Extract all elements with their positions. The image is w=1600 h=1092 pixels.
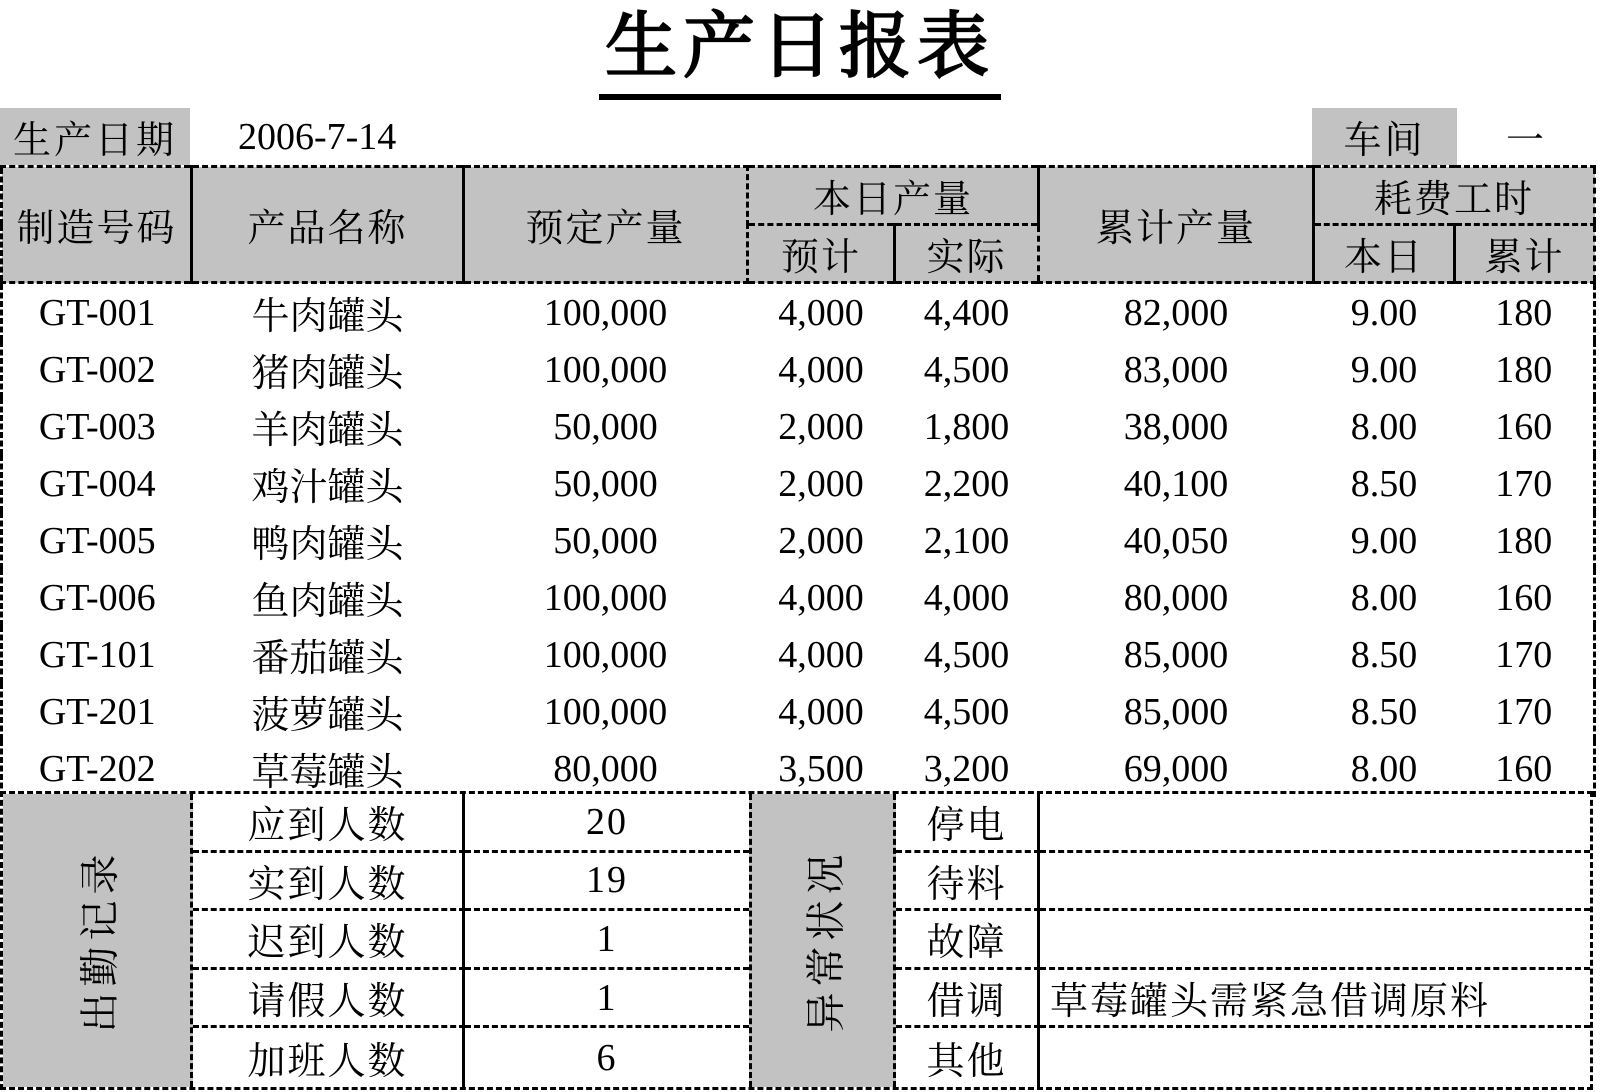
col-header-product: 产品名称 xyxy=(192,167,464,283)
summary-section xyxy=(0,791,1593,1090)
cell-hours-today: 8.00 xyxy=(1350,405,1418,448)
cell-product: 鱼肉罐头 xyxy=(251,581,404,623)
cell-actual: 2,200 xyxy=(923,462,1010,505)
cell-planned: 50,000 xyxy=(553,519,658,562)
cell-cumulative: 80,000 xyxy=(1123,576,1229,619)
cell-actual: 4,500 xyxy=(923,633,1010,676)
abnormal-row-label: 停电 xyxy=(896,794,1040,853)
col-header-today-output: 本日产量 xyxy=(748,167,1039,225)
table-row xyxy=(2,512,1595,569)
cell-hours-total: 160 xyxy=(1495,405,1553,448)
attendance-section-bar xyxy=(3,794,193,1087)
cell-actual: 4,500 xyxy=(923,690,1010,733)
abnormal-row-label: 待料 xyxy=(896,853,1040,912)
cell-expected: 2,000 xyxy=(778,405,864,448)
cell-expected: 2,000 xyxy=(778,519,864,562)
col-header-actual: 实际 xyxy=(895,225,1039,283)
attendance-row-label: 请假人数 xyxy=(193,970,465,1029)
table-header xyxy=(2,167,1595,283)
cell-expected: 4,000 xyxy=(778,291,864,334)
cell-planned: 100,000 xyxy=(543,690,668,733)
cell-cumulative: 85,000 xyxy=(1123,633,1229,676)
cell-code: GT-005 xyxy=(38,519,156,562)
abnormal-remark xyxy=(1040,1028,1590,1087)
cell-hours-today: 9.00 xyxy=(1350,348,1418,391)
production-date-value: 2006-7-14 xyxy=(238,115,397,158)
table-row xyxy=(2,740,1595,797)
cell-product: 鸡汁罐头 xyxy=(251,467,404,509)
attendance-row-label: 实到人数 xyxy=(193,853,465,912)
cell-product: 番茄罐头 xyxy=(251,638,404,680)
table-row xyxy=(2,569,1595,626)
cell-expected: 4,000 xyxy=(778,690,864,733)
cell-hours-total: 180 xyxy=(1495,291,1553,334)
cell-hours-total: 170 xyxy=(1495,462,1553,505)
cell-code: GT-006 xyxy=(38,576,156,619)
col-header-code: 制造号码 xyxy=(2,167,192,283)
cell-planned: 100,000 xyxy=(543,291,668,334)
production-date-label: 生产日期 xyxy=(0,108,190,165)
abnormal-remark xyxy=(1040,911,1590,970)
cell-cumulative: 83,000 xyxy=(1123,348,1229,391)
cell-actual: 2,100 xyxy=(923,519,1010,562)
cell-actual: 3,200 xyxy=(923,747,1010,790)
meta-row xyxy=(0,108,1600,165)
cell-product: 草莓罐头 xyxy=(251,752,404,794)
table-row xyxy=(2,398,1595,455)
cell-code: GT-201 xyxy=(38,690,156,733)
cell-expected: 3,500 xyxy=(778,747,864,790)
cell-planned: 100,000 xyxy=(543,576,668,619)
cell-cumulative: 40,100 xyxy=(1123,462,1229,505)
attendance-section-label: 出勤记录 xyxy=(77,848,122,1033)
cell-code: GT-004 xyxy=(38,462,156,505)
cell-hours-total: 170 xyxy=(1495,633,1553,676)
cell-cumulative: 85,000 xyxy=(1123,690,1229,733)
cell-cumulative: 38,000 xyxy=(1123,405,1229,448)
abnormal-section-label: 异常状况 xyxy=(803,848,848,1033)
cell-actual: 1,800 xyxy=(923,405,1010,448)
cell-expected: 4,000 xyxy=(778,576,864,619)
abnormal-section-bar xyxy=(749,794,896,1087)
cell-actual: 4,500 xyxy=(923,348,1010,391)
cell-cumulative: 69,000 xyxy=(1123,747,1229,790)
attendance-row-value: 19 xyxy=(465,853,749,912)
cell-hours-total: 180 xyxy=(1495,348,1553,391)
col-header-planned: 预定产量 xyxy=(464,167,748,283)
cell-product: 菠萝罐头 xyxy=(251,695,404,737)
cell-hours-today: 8.00 xyxy=(1350,576,1418,619)
cell-hours-today: 8.50 xyxy=(1350,462,1418,505)
col-header-hours: 耗费工时 xyxy=(1314,167,1595,225)
abnormal-row-label: 借调 xyxy=(896,970,1040,1029)
cell-actual: 4,000 xyxy=(923,576,1010,619)
cell-planned: 100,000 xyxy=(543,348,668,391)
attendance-row-label: 应到人数 xyxy=(193,794,465,853)
attendance-row-value: 1 xyxy=(465,911,749,970)
cell-product: 牛肉罐头 xyxy=(251,296,404,338)
col-header-cumulative: 累计产量 xyxy=(1039,167,1314,283)
table-row xyxy=(2,626,1595,683)
cell-planned: 50,000 xyxy=(553,462,658,505)
cell-planned: 80,000 xyxy=(553,747,658,790)
cell-cumulative: 82,000 xyxy=(1123,291,1229,334)
cell-cumulative: 40,050 xyxy=(1123,519,1229,562)
attendance-row-value: 20 xyxy=(465,794,749,853)
col-header-expected: 预计 xyxy=(748,225,895,283)
cell-product: 羊肉罐头 xyxy=(251,410,404,452)
cell-code: GT-001 xyxy=(38,291,156,334)
cell-expected: 2,000 xyxy=(778,462,864,505)
cell-product: 猪肉罐头 xyxy=(251,353,404,395)
title-row xyxy=(0,4,1600,100)
cell-code: GT-101 xyxy=(38,633,156,676)
abnormal-remark: 草莓罐头需紧急借调原料 xyxy=(1040,970,1590,1029)
table-row xyxy=(2,283,1595,342)
cell-hours-today: 9.00 xyxy=(1350,291,1418,334)
production-table xyxy=(0,165,1596,797)
abnormal-row-label: 故障 xyxy=(896,911,1040,970)
attendance-row-value: 1 xyxy=(465,970,749,1029)
cell-hours-total: 160 xyxy=(1495,747,1553,790)
table-row xyxy=(2,455,1595,512)
table-row xyxy=(2,683,1595,740)
workshop-label: 车间 xyxy=(1312,108,1457,165)
col-header-hours-total: 累计 xyxy=(1455,225,1595,283)
table-row xyxy=(2,341,1595,398)
cell-hours-today: 8.50 xyxy=(1350,633,1418,676)
cell-hours-today: 8.00 xyxy=(1350,747,1418,790)
cell-hours-total: 160 xyxy=(1495,576,1553,619)
cell-actual: 4,400 xyxy=(923,291,1010,334)
cell-hours-today: 8.50 xyxy=(1350,690,1418,733)
cell-product: 鸭肉罐头 xyxy=(251,524,404,566)
cell-expected: 4,000 xyxy=(778,633,864,676)
page-title: 生产日报表 xyxy=(599,4,1001,100)
abnormal-row-label: 其他 xyxy=(896,1028,1040,1087)
cell-code: GT-202 xyxy=(38,747,156,790)
abnormal-remark xyxy=(1040,794,1590,853)
cell-expected: 4,000 xyxy=(778,348,864,391)
col-header-hours-today: 本日 xyxy=(1314,225,1455,283)
attendance-row-label: 迟到人数 xyxy=(193,911,465,970)
cell-code: GT-003 xyxy=(38,405,156,448)
cell-hours-total: 170 xyxy=(1495,690,1553,733)
cell-hours-total: 180 xyxy=(1495,519,1553,562)
cell-hours-today: 9.00 xyxy=(1350,519,1418,562)
cell-planned: 50,000 xyxy=(553,405,658,448)
attendance-row-label: 加班人数 xyxy=(193,1028,465,1087)
abnormal-remark xyxy=(1040,853,1590,912)
cell-code: GT-002 xyxy=(38,348,156,391)
attendance-row-value: 6 xyxy=(596,1036,618,1079)
workshop-value: 一 xyxy=(1505,120,1544,162)
cell-planned: 100,000 xyxy=(543,633,668,676)
